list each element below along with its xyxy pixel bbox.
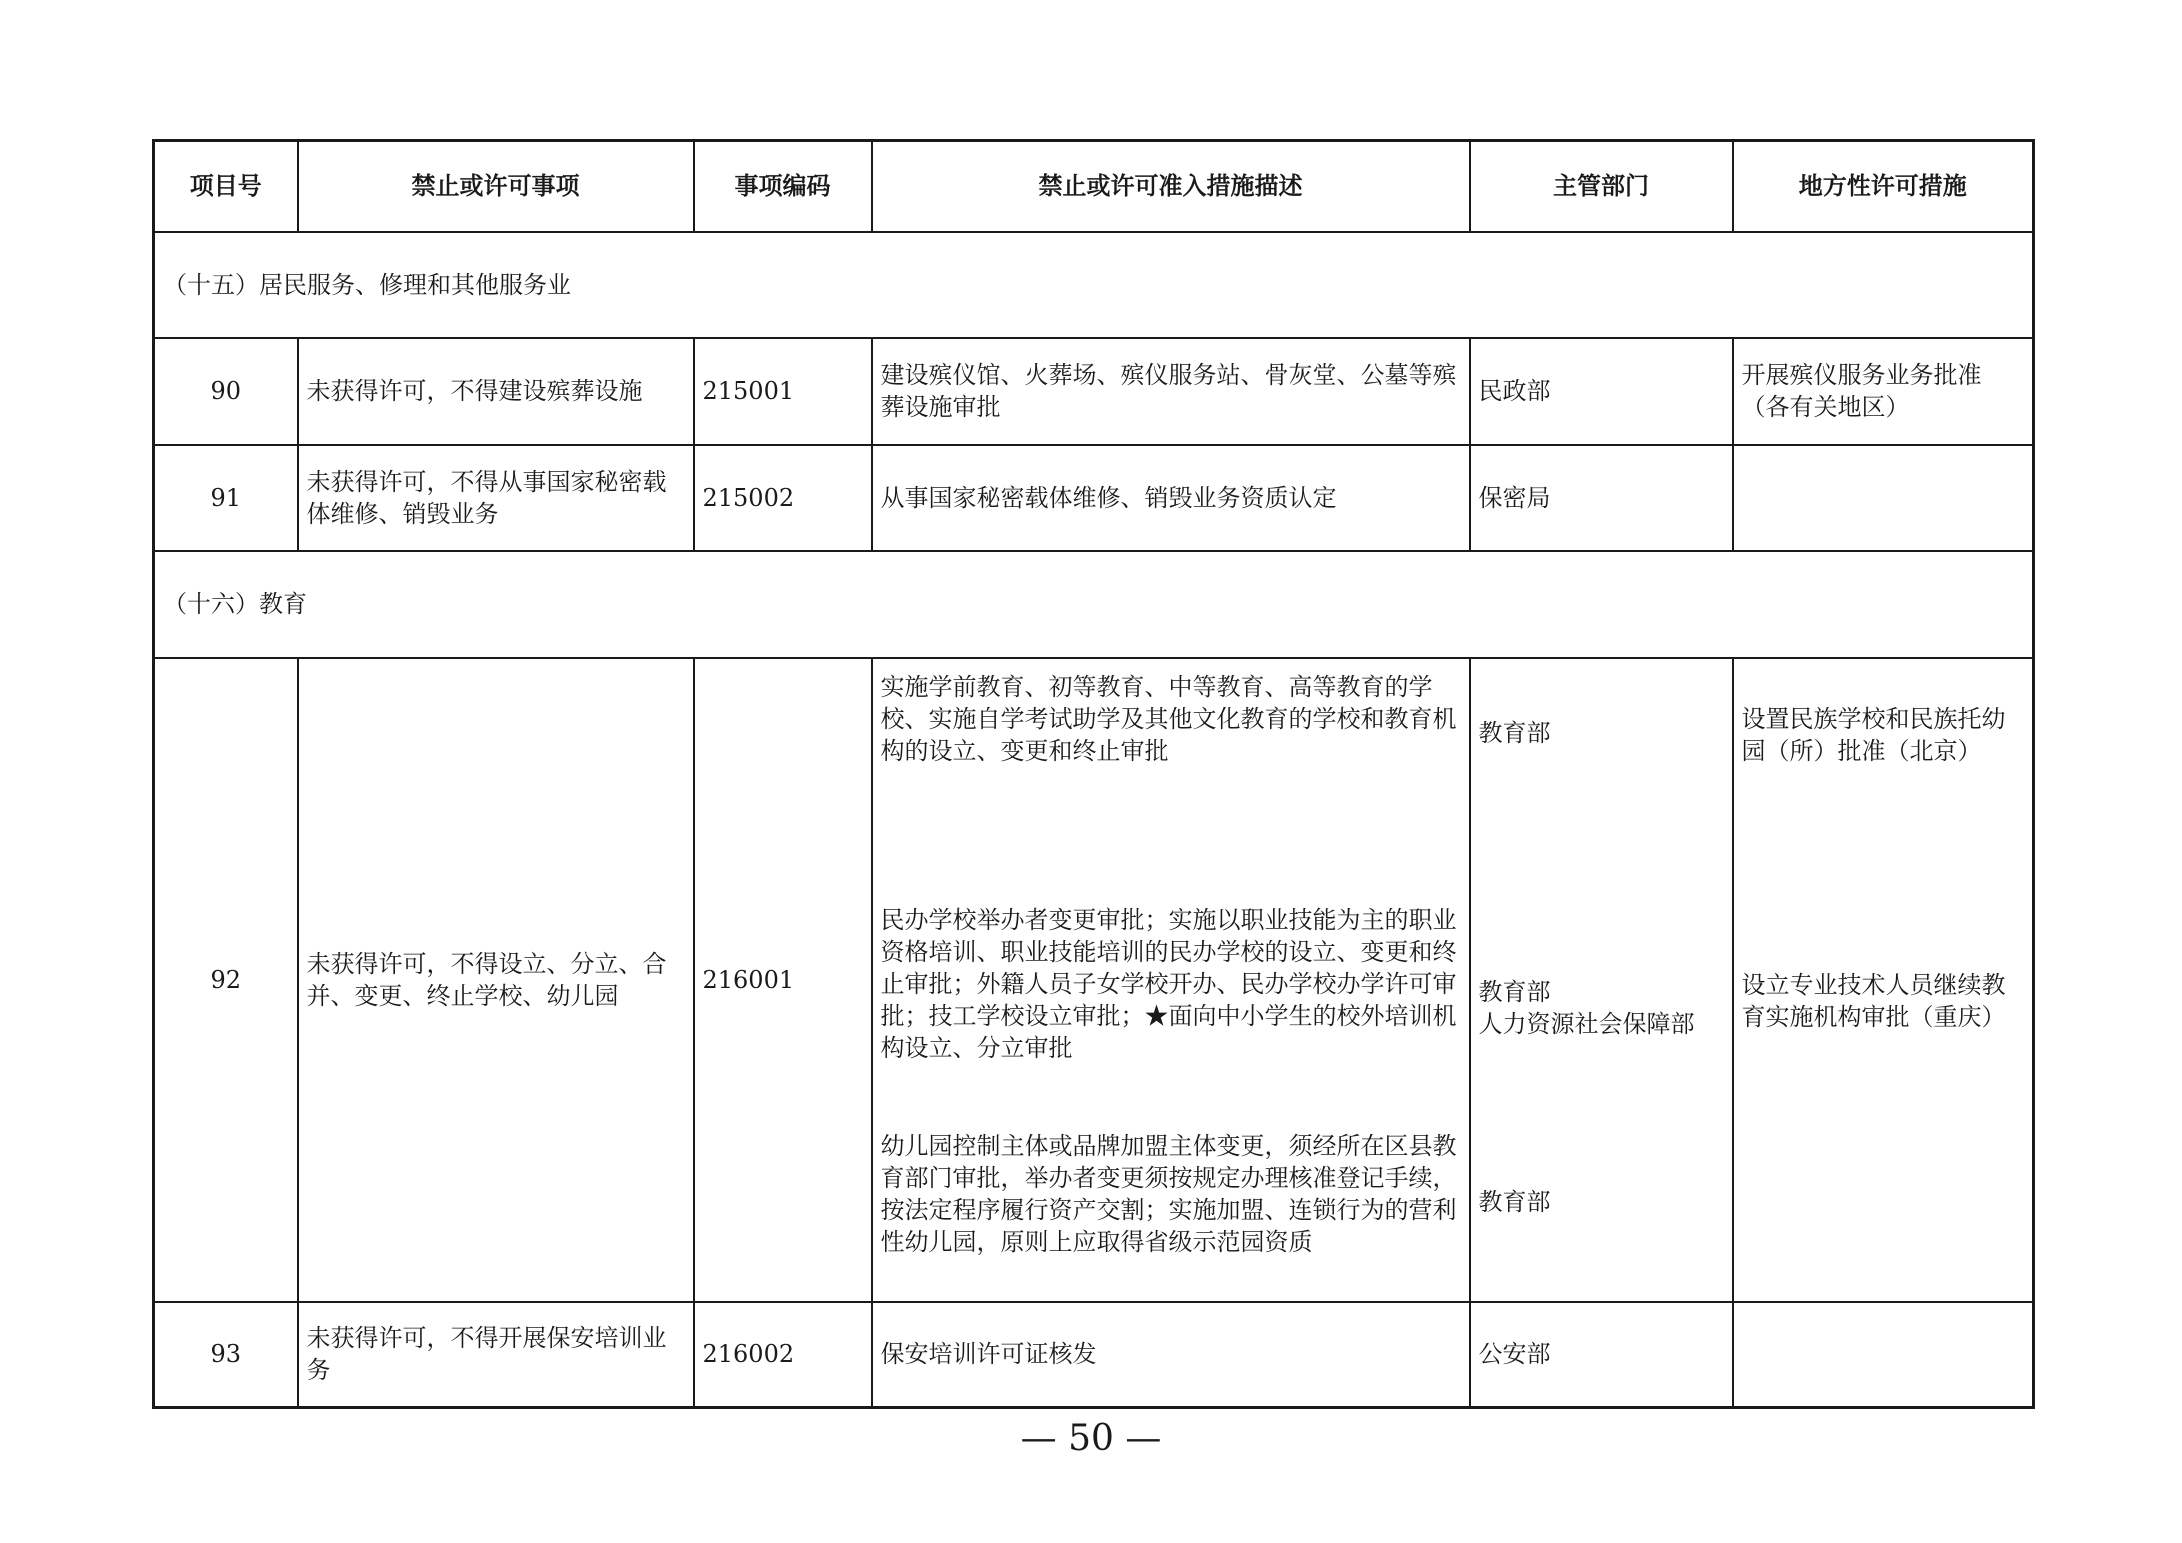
description-part: 幼儿园控制主体或品牌加盟主体变更，须经所在区县教育部门审批，举办者变更须按规定办理核准登记手续，按法定程序履行资产交割；实施加盟、连锁行为的营利性幼儿园，原则上应取得省级示范园资质 [880, 1131, 1457, 1256]
item-local-measure: 开展殡仪服务业务批准（各有关地区） [1733, 338, 2034, 445]
section-row [154, 551, 2034, 658]
header-code: 事项编码 [694, 141, 872, 232]
table-row [154, 1302, 2034, 1408]
department-part: 教育部 [1478, 1187, 1551, 1216]
item-code: 216002 [694, 1302, 872, 1408]
permit-table [152, 139, 2035, 1409]
item-department: 民政部 [1470, 338, 1733, 445]
item-department [1470, 658, 1733, 1302]
item-no: 93 [154, 1302, 298, 1408]
section-title: （十五）居民服务、修理和其他服务业 [154, 232, 2034, 338]
description-part: 实施学前教育、初等教育、中等教育、高等教育的学校、实施自学考试助学及其他文化教育的学校和教育机构的设立、变更和终止审批 [880, 672, 1457, 765]
table-row [154, 658, 2034, 1302]
item-text: 未获得许可，不得开展保安培训业务 [298, 1302, 694, 1408]
local-measure-spacer [1742, 1100, 2025, 1299]
item-local-measure [1733, 1302, 2034, 1408]
header-description: 禁止或许可准入措施描述 [872, 141, 1470, 232]
table-row [154, 445, 2034, 551]
item-local-measure [1733, 445, 2034, 551]
department-name: 教育部 [1478, 977, 1551, 1006]
item-local-measure [1733, 658, 2034, 1302]
department-part [1479, 911, 1724, 1105]
department-part: 教育部 [1478, 718, 1551, 747]
section-row [154, 232, 2034, 338]
item-department: 保密局 [1470, 445, 1733, 551]
section-title: （十六）教育 [154, 551, 2034, 658]
item-text: 未获得许可，不得设立、分立、合并、变更、终止学校、幼儿园 [298, 658, 694, 1302]
header-department: 主管部门 [1470, 141, 1733, 232]
table-row [154, 338, 2034, 445]
header-local-measure: 地方性许可措施 [1733, 141, 2034, 232]
item-no: 92 [154, 658, 298, 1302]
item-description: 建设殡仪馆、火葬场、殡仪服务站、骨灰堂、公墓等殡葬设施审批 [872, 338, 1470, 445]
local-measure-part: 设立专业技术人员继续教育实施机构审批（重庆） [1741, 970, 2006, 1031]
item-department: 公安部 [1470, 1302, 1733, 1408]
item-description [872, 658, 1470, 1302]
header-item-no: 项目号 [154, 141, 298, 232]
header-row [154, 141, 2034, 232]
local-measure-part: 设置民族学校和民族托幼园（所）批准（北京） [1741, 704, 2006, 765]
item-code: 216001 [694, 658, 872, 1302]
item-code: 215001 [694, 338, 872, 445]
item-description: 保安培训许可证核发 [872, 1302, 1470, 1408]
item-text: 未获得许可，不得建设殡葬设施 [298, 338, 694, 445]
item-no: 90 [154, 338, 298, 445]
header-item: 禁止或许可事项 [298, 141, 694, 232]
item-description: 从事国家秘密载体维修、销毁业务资质认定 [872, 445, 1470, 551]
item-no: 91 [154, 445, 298, 551]
description-part: 民办学校举办者变更审批；实施以职业技能为主的职业资格培训、职业技能培训的民办学校的设立、变更和终止审批；外籍人员子女学校开办、民办学校办学许可审批；技工学校设立审批；★面向中小学生的校外培训机构设立、分立审批 [880, 906, 1457, 1063]
item-text: 未获得许可，不得从事国家秘密载体维修、销毁业务 [298, 445, 694, 551]
page-number: — 50 — [1020, 1418, 1162, 1459]
department-name: 人力资源社会保障部 [1478, 1009, 1695, 1038]
item-code: 215002 [694, 445, 872, 551]
